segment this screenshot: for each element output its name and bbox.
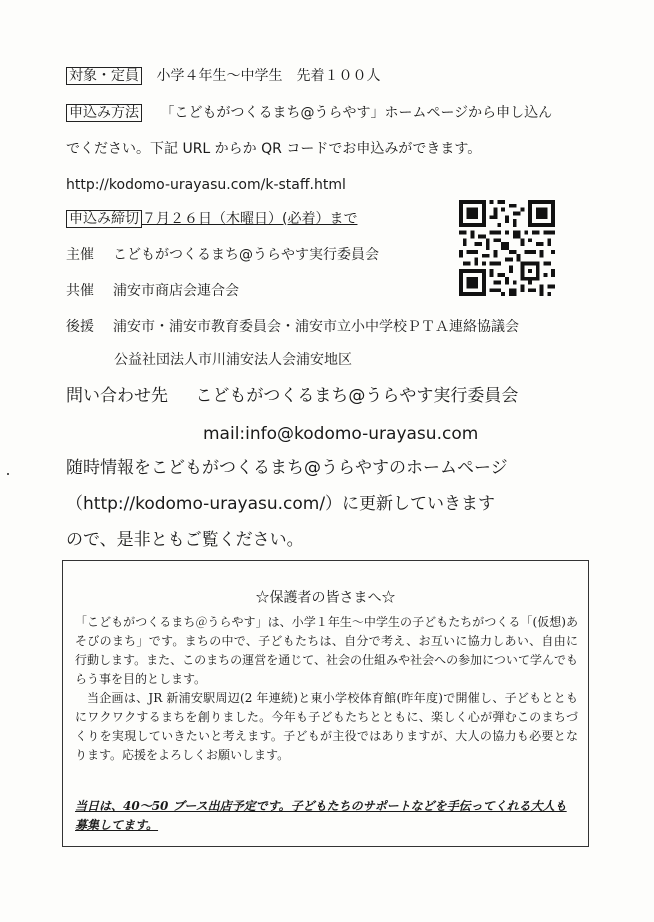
contact-row — [66, 384, 518, 408]
notice-paragraph: 「こどもがつくるまち＠うらやす」は、小学１年生〜中学生の子どもたちがつくる「(仮想)あそびのまち」です。まちの中で、子どもたちは、自分で考え、お互いに協力しあい、自由に行動します。また、このまちの運営を通じて、社会の仕組みや社会への参加について学んでもらう事を目的とします。 — [75, 615, 578, 686]
contact-mail[interactable]: mail:info@kodomo-urayasu.com — [203, 424, 479, 444]
notice-footer: 当日は、40〜50 ブース出店予定です。子どもたちのサポートなどを手伝ってくれる大人も募集してます。 — [75, 799, 567, 832]
scan-speck — [7, 473, 9, 475]
application-line2: でください。下記 URL からか QR コードでお申込みができます。 — [66, 141, 482, 157]
deadline-row — [66, 209, 357, 229]
qr-code-icon[interactable] — [459, 200, 555, 296]
organizer-label: 主催 — [66, 247, 94, 263]
organizer-value: こどもがつくるまち@うらやす実行委員会 — [113, 247, 379, 263]
support-line1: 浦安市・浦安市教育委員会・浦安市立小中学校ＰＴＡ連絡協議会 — [113, 319, 519, 335]
organizer-row — [66, 245, 379, 265]
support-line2: 公益社団法人市川浦安法人会浦安地区 — [114, 352, 352, 368]
cosponsor-value: 浦安市商店会連合会 — [113, 283, 239, 299]
cosponsor-label: 共催 — [66, 283, 94, 299]
target-value: 小学４年生〜中学生 先着１００人 — [156, 68, 381, 84]
deadline-value: ７月２６日（木曜日）(必着）まで — [142, 211, 358, 227]
deadline-label: 申込み締切 — [66, 210, 142, 228]
support-label: 後援 — [66, 319, 94, 335]
target-label: 対象・定員 — [66, 67, 142, 85]
notice-paragraph: 当企画は、JR 新浦安駅周辺(2 年連続)と東小学校体育館(昨年度)で開催し、子どもとともにワクワクするまちを創りました。今年も子どもたちとともに、楽しく心が弾むこのまちづくりを実現していきたいと考えます。子どもが主役ではありますが、大人の協力も必要となります。応援をよろしくお願いします。 — [75, 691, 578, 762]
support-row — [66, 317, 519, 337]
notice-title: ☆保護者の皆さまへ☆ — [255, 590, 396, 606]
application-line1: 「こどもがつくるまち@うらやす」ホームページから申し込ん — [160, 105, 553, 121]
application-row — [66, 103, 552, 123]
info-line2: （http://kodomo-urayasu.com/）に更新していきます — [66, 494, 496, 514]
contact-org: こどもがつくるまち@うらやす実行委員会 — [195, 386, 519, 406]
application-label: 申込み方法 — [66, 104, 142, 122]
info-line3: ので、是非ともご覧ください。 — [66, 530, 304, 550]
application-url[interactable]: http://kodomo-urayasu.com/k-staff.html — [66, 177, 346, 193]
info-line1: 随時情報をこどもがつくるまち@うらやすのホームページ — [66, 458, 508, 478]
parents-notice-box — [62, 560, 589, 847]
target-row — [66, 66, 380, 86]
cosponsor-row — [66, 281, 239, 301]
notice-body — [75, 613, 578, 765]
contact-label: 問い合わせ先 — [66, 386, 168, 406]
